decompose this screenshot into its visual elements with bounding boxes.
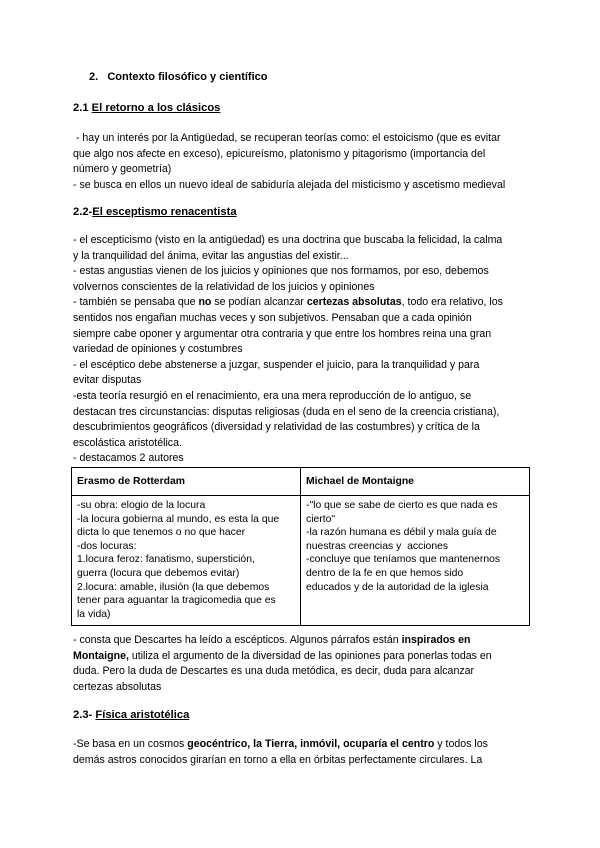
text-line: siempre cabe oponer y argumentar otra contraria y que entre los hombres reina una gran [73,327,492,340]
subsection-title: El esceptismo renacentista [92,206,237,218]
text-fragment: utiliza el argumento de la diversidad de las opiniones para ponerlas todas en [128,649,492,662]
text-fragment: - también se pensaba que [73,296,199,309]
cell-line: tener para aguantar la tragicomedia que es [77,595,276,607]
cell-line: -dos locuras: [77,540,137,552]
bold-fragment: Montaigne, [73,649,129,662]
bold-fragment: geocéntrico, la Tierra, inmóvil, ocuparía el centro [187,738,435,750]
text-line: y la tranquilidad del ánima, evitar las angustias del existir... [73,249,349,262]
heading-text: Contexto filosófico y científico [107,71,268,83]
text-line: que algo nos afecte en exceso), epicureísmo, platonismo y pitagorismo (importancia del [73,147,486,160]
cell-line: dentro de la fe en que hemos sido [306,567,464,579]
subsection-title: El retorno a los clásicos [91,102,221,114]
text-line: certezas absolutas [73,680,162,693]
cell-line: -la locura gobierna al mundo, es esta la que [77,513,280,525]
cell-line: la vida) [77,608,111,620]
section-heading [89,70,544,86]
text-fragment: , todo era relativo, los [401,296,503,309]
text-line: - estas angustias vienen de los juicios y opiniones que nos formamos, por eso, debemos [73,265,489,278]
text-fragment: se podían alcanzar [211,296,307,309]
paragraph-descartes [73,633,528,695]
text-line: demás astros conocidos girarían en torno a ella en órbitas perfectamente circulares. La [73,753,483,766]
subsection-number: 2.2- [73,206,93,218]
table-cell-erasmo [72,496,301,626]
text-line: destacan tres circunstancias: disputas religiosas (duda en el seno de la creencia cristiana), [73,405,500,418]
paragraph-physics [73,737,528,768]
text-fragment: - consta que Descartes ha leído a escépticos. Algunos párrafos están [73,634,402,646]
heading-number: 2. [89,71,99,83]
cell-line: -concluye que teníamos que mantenernos [306,554,501,566]
text-line: escolástica aristotélica. [73,436,182,449]
table-header-row [72,468,530,496]
text-line: número y geometría) [73,163,172,176]
text-line: - se busca en ellos un nuevo ideal de sabiduría alejada del misticismo y ascetismo medieval [73,178,506,191]
subsection-heading-2-2 [73,205,528,221]
paragraph-classics [73,131,528,193]
table-header-erasmo: Erasmo de Rotterdam [72,468,301,496]
text-line: -esta teoría resurgió en el renacimiento, era una mera reproducción de lo antiguo, se [73,389,472,402]
cell-line: -"lo que se sabe de cierto es que nada es [306,500,498,511]
text-line: - el escéptico debe abstenerse a juzgar, suspender el juicio, para la tranquilidad y para [73,358,480,371]
cell-line: nuestras creencias y acciones [306,540,449,552]
text-line: variedad de opiniones y costumbres [73,343,243,356]
bold-fragment: certezas absolutas [306,296,402,309]
text-line: - destacamos 2 autores [73,452,184,465]
text-line: sentidos nos engañan muchas veces y son subjetivos. Pensaban que a cada opinión [73,311,472,324]
bold-fragment: no [198,296,212,309]
authors-table [71,467,530,626]
table-cell-montaigne [301,496,530,626]
text-line-bold [73,633,528,649]
text-fragment: y todos los [434,738,488,750]
subsection-number: 2.3- [73,709,96,721]
text-line: - hay un interés por la Antigüedad, se recuperan teorías como: el estoicismo (que es evitar [73,132,501,144]
cell-line: -su obra: elogio de la locura [77,500,206,511]
text-fragment: -Se basa en un cosmos [73,738,188,750]
table-row [72,496,530,626]
text-line-bold [73,295,528,311]
cell-line: -la razón humana es débil y mala guía de [306,527,497,539]
cell-line: dicta lo que tenemos o no que hacer [77,527,246,539]
bold-fragment: inspirados en [401,634,471,646]
cell-line: guerra (locura que debemos evitar) [77,567,240,579]
cell-line: educados y de la autoridad de la iglesia [306,581,489,593]
text-line: descubrimientos geográficos (diversidad y relatividad de las costumbres) y crítica de la [73,421,480,434]
text-line: - el escepticismo (visto en la antigüedad) es una doctrina que buscaba la felicidad, la calma [73,234,503,246]
table-header-montaigne: Michael de Montaigne [301,468,530,496]
text-line: volvernos conscientes de la relatividad de los juicios y opiniones [73,280,375,293]
cell-line: 2.locura: amable, ilusión (la que debemos [77,581,270,593]
subsection-number: 2.1 [73,102,92,114]
text-line-bold [73,737,528,753]
paragraph-skepticism [73,233,528,467]
subsection-heading-2-1 [73,101,528,117]
cell-line: cierto" [306,513,336,525]
text-line-bold [73,649,528,665]
subsection-heading-2-3 [73,708,528,724]
subsection-title: Física aristotélica [95,709,190,721]
text-line: evitar disputas [73,374,142,387]
text-line: duda. Pero la duda de Descartes es una duda metódica, es decir, duda para alcanzar [73,665,475,678]
cell-line: 1.locura feroz: fanatismo, superstición, [77,554,255,566]
